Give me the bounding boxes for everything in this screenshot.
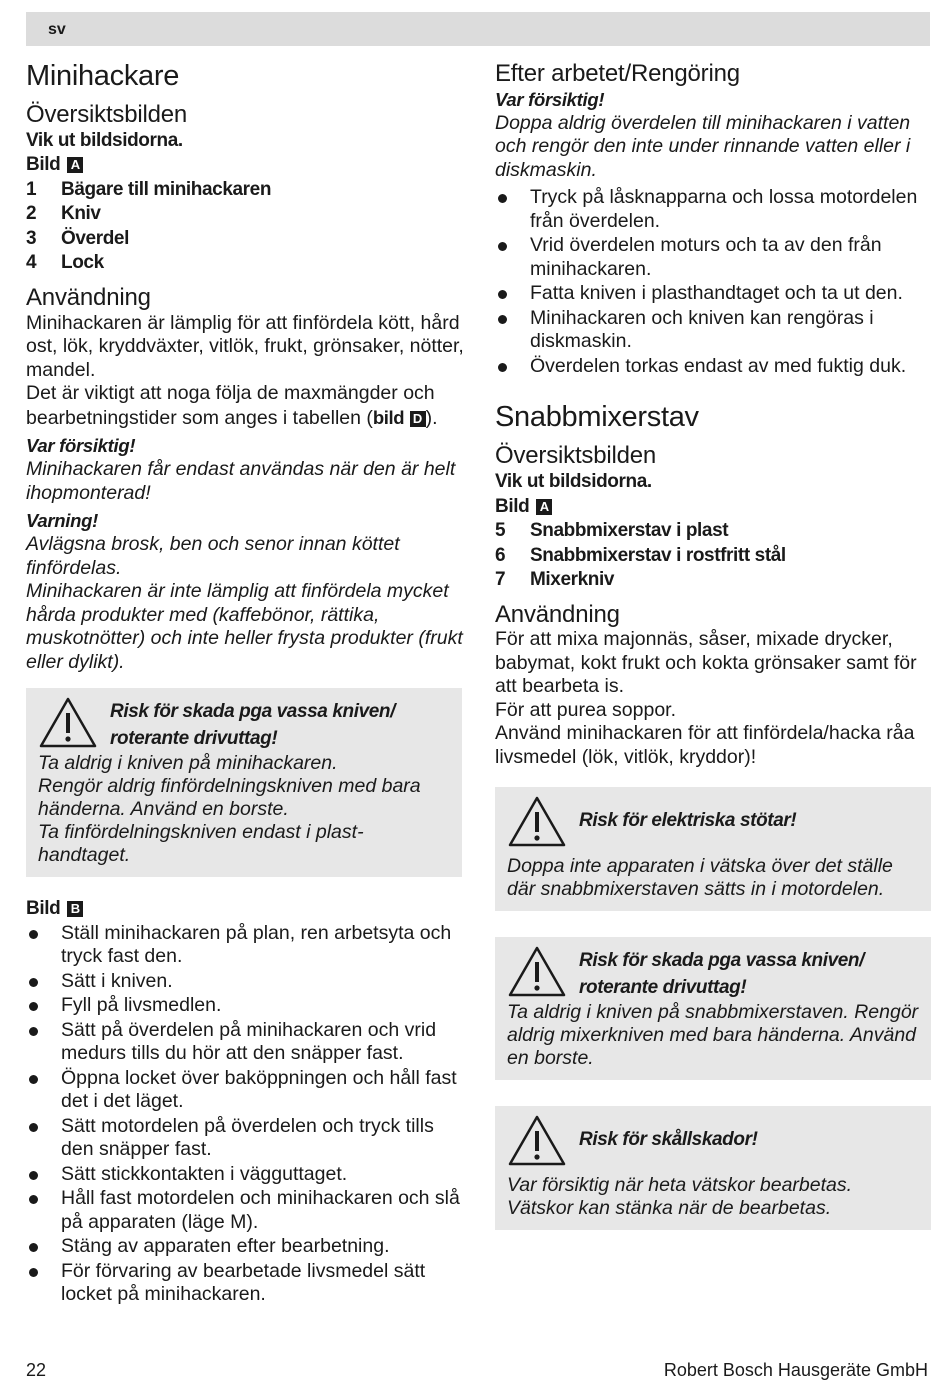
company-name: Robert Bosch Hausgeräte GmbH: [663, 1360, 928, 1380]
list-item: Sätt i kniven.: [26, 970, 466, 994]
parts-list-item: 6 Snabbmixerstav i rostfritt stål: [495, 544, 786, 566]
warning-box-blade: [495, 937, 931, 1080]
list-item: Öppna locket över baköppningen och håll fast det i det läget.: [26, 1067, 466, 1114]
warning-box-text: Var försiktig när heta vätskor bearbetas. Vätskor kan stänka när de bearbetas.: [507, 1174, 853, 1220]
left-column: [26, 60, 466, 1308]
section-title-minihackare: Minihackare: [26, 60, 180, 92]
usage-table-note: Det är viktigt att noga följa de maxmängder och bearbetningstider som anges i tabellen (bild D ).: [26, 382, 438, 429]
figure-letter-badge: A: [536, 499, 552, 515]
list-item: Överdelen torkas endast av med fuktig duk.: [495, 355, 931, 379]
warning-box-line: Ta finfördelningskniven endast i plast-handtaget.: [38, 821, 364, 867]
language-code: sv: [48, 21, 66, 38]
bild-label: Bild: [26, 154, 61, 176]
warning-triangle-icon: [507, 1114, 567, 1168]
parts-list-item: 7 Mixerkniv: [495, 569, 615, 591]
warning-text: Avlägsna brosk, ben och senor innan köttet finfördelas.: [26, 533, 400, 579]
fold-instruction: Vik ut bildsidorna.: [495, 471, 652, 493]
parts-list-item: 2 Kniv: [26, 203, 101, 225]
warning-text: Minihackaren är inte lämplig att finfördela mycket hårda produkter med (kaffebönor, rättika, muskotnötter) och inte heller frysta produkter (frukt eller dylikt).: [26, 580, 463, 673]
parts-list-item: 1 Bägare till minihackaren: [26, 178, 272, 200]
warning-box-title: Risk för elektriska stötar!: [579, 810, 797, 832]
list-item: Vrid överdelen moturs och ta av den från minihackaren.: [495, 234, 931, 281]
cleaning-steps-list: [495, 186, 931, 378]
list-item: Sätt stickkontakten i vägguttaget.: [26, 1163, 466, 1187]
bild-label: Bild: [26, 898, 61, 920]
warning-box-title: Risk för skada pga vassa kniven/ roterante drivuttag!: [579, 950, 865, 999]
list-item: Sätt motordelen på överdelen och tryck tills den snäpper fast.: [26, 1115, 466, 1162]
list-item: Minihackaren och kniven kan rengöras i diskmaskin.: [495, 307, 931, 354]
list-item: För förvaring av bearbetade livsmedel sätt locket på minihackaren.: [26, 1260, 466, 1307]
usage-paragraph: Använd minihackaren för att finfördela/hacka råa livsmedel (lök, vitlök, kryddor)!: [495, 722, 915, 768]
figure-letter-badge: A: [67, 157, 83, 173]
figure-letter-badge: B: [67, 901, 83, 917]
figure-reference: [26, 897, 466, 922]
assembly-steps-list: [26, 922, 466, 1307]
usage-heading: Användning: [26, 283, 151, 311]
figure-reference: [26, 153, 466, 178]
fold-instruction: Vik ut bildsidorna.: [26, 129, 183, 151]
warning-box-scald: [495, 1106, 931, 1230]
warning-box-title: Risk för skållskador!: [579, 1129, 758, 1151]
caution-title: Var försiktig!: [26, 435, 136, 457]
list-item: Tryck på låsknapparna och lossa motordelen från överdelen.: [495, 186, 931, 233]
caution-title: Var försiktig!: [495, 88, 605, 110]
warning-box-blade: [26, 688, 462, 877]
caution-text: Minihackaren får endast användas när den är helt ihopmonterad!: [26, 458, 456, 504]
warning-box-electric: [495, 787, 931, 911]
warning-box-title: Risk för skada pga vassa kniven/ roterante drivuttag!: [110, 701, 396, 750]
warning-box-line: Rengör aldrig finfördelningskniven med bara händerna. Använd en borste.: [38, 775, 421, 821]
warning-triangle-icon: [507, 795, 567, 849]
warning-box-text: Doppa inte apparaten i vätska över det ställe där snabbmixerstaven sätts in i motordelen.: [507, 855, 893, 901]
warning-box-text: Ta aldrig i kniven på snabbmixerstaven. Rengör aldrig mixerkniven med bara händerna. Använd en borste.: [507, 1001, 919, 1070]
parts-list-item: 5 Snabbmixerstav i plast: [495, 520, 729, 542]
usage-heading: Användning: [495, 600, 620, 628]
warning-title: Varning!: [26, 510, 98, 532]
list-item: Håll fast motordelen och minihackaren och slå på apparaten (läge M).: [26, 1187, 466, 1234]
parts-list: [495, 519, 931, 593]
list-item: Ställ minihackaren på plan, ren arbetsyta och tryck fast den.: [26, 922, 466, 969]
list-item: Fyll på livsmedlen.: [26, 994, 466, 1018]
parts-list: [26, 178, 466, 276]
warning-triangle-icon: [507, 945, 567, 999]
overview-heading: Översiktsbilden: [26, 101, 188, 129]
parts-list-item: 4 Lock: [26, 252, 104, 274]
caution-text: Doppa aldrig överdelen till minihackaren i vatten och rengör den inte under rinnande vatten eller i diskmaskin.: [495, 111, 911, 181]
list-item: Sätt på överdelen på minihackaren och vrid medurs tills du hör att den snäpper fast.: [26, 1019, 466, 1066]
cleaning-heading: Efter arbetet/Rengöring: [495, 60, 740, 87]
page-number: 22: [26, 1360, 47, 1380]
overview-heading: Översiktsbilden: [495, 442, 657, 470]
right-column: [495, 60, 931, 1230]
warning-box-line: Ta aldrig i kniven på minihackaren.: [38, 752, 338, 775]
language-header-bar: [26, 12, 930, 46]
list-item: Stäng av apparaten efter bearbetning.: [26, 1235, 466, 1259]
figure-reference: [495, 495, 931, 520]
list-item: Fatta kniven i plasthandtaget och ta ut den.: [495, 282, 931, 306]
bild-label: Bild: [495, 495, 530, 517]
section-title-snabbmixerstav: Snabbmixerstav: [495, 401, 699, 434]
warning-triangle-icon: [38, 696, 98, 750]
usage-paragraph: För att purea soppor.: [495, 698, 677, 721]
usage-paragraph: För att mixa majonnäs, såser, mixade drycker, babymat, kokt frukt och kokta grönsaker samt för att bearbeta is.: [495, 628, 917, 698]
figure-letter-badge: D: [410, 411, 426, 427]
parts-list-item: 3 Överdel: [26, 227, 129, 249]
usage-paragraph: Minihackaren är lämplig för att finfördela kött, hård ost, lök, kryddväxter, vitlök, frukt, grönsaker, nötter, mandel.: [26, 311, 464, 381]
